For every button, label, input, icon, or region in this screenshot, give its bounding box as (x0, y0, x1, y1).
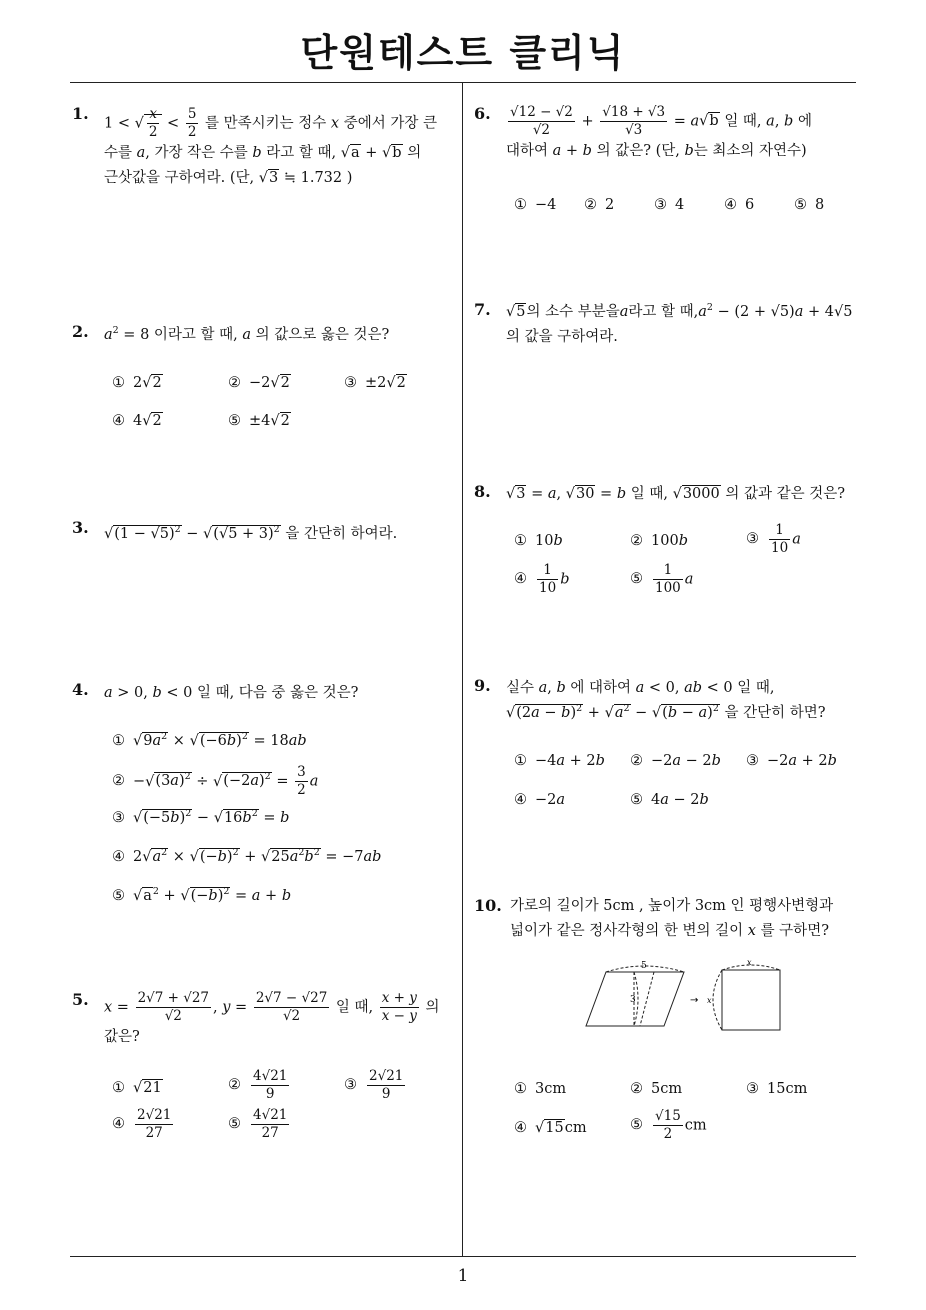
option-4[interactable]: ④ −2a (514, 792, 566, 808)
option-3[interactable]: ③ $√(-5b)^2 - √16b^2 = b$ (112, 808, 290, 826)
option-1[interactable]: ① 10b (514, 533, 563, 549)
option-1[interactable]: ① $√9a^2 \times √(-6b)^2 = 18ab$ (112, 731, 307, 749)
option-2[interactable]: ② −2a − 2b (630, 753, 721, 769)
option-5[interactable]: ⑤ 4a − 2b (630, 792, 709, 808)
question-number: 8. (474, 482, 491, 501)
option-5[interactable]: ⑤ $√a^2 + √(-b)^2 = a + b$ (112, 886, 292, 904)
option-4[interactable]: ④ $2√a^2 \times √(-b)^2 + √25a^2b^2 = -7ab$ (112, 847, 382, 865)
question-number: 9. (474, 676, 491, 695)
question-text: 1 < √ $\frac{x}{2}$ < $\frac{5}{2}$ 를 만족시키는 정수 x 중에서 가장 큰 수를 a, 가장 작은 수를 b 라고 할 때, √a + √b 의 근삿값을 구하여라. (단, √3 ≒ 1.732 ) (104, 106, 437, 187)
option-1[interactable]: ① √21 (112, 1080, 162, 1096)
option-5[interactable]: ⑤ $\frac{1}{100}$ a (630, 562, 694, 596)
option-4[interactable]: ④ 6 (724, 197, 755, 213)
square-side-arc (713, 970, 722, 1030)
bottom-rule (70, 1256, 856, 1257)
question-text: 가로의 길이가 5cm , 높이가 3cm 인 평행사변형과 넓이가 같은 정사각형의 한 변의 길이 x 를 구하면? (510, 898, 834, 940)
option-2[interactable]: ② −2√2 (228, 375, 290, 391)
option-1[interactable]: ① −4 (514, 197, 557, 213)
question-text: x = $\frac{2√7 + √27}{√2}$ , y = $\frac{2√7 - √27}{√2}$ 일 때, $\frac{x + y}{x - y}$ 의 값은? (104, 990, 440, 1045)
page-title: 단원테스트 클리닉 (300, 31, 626, 75)
height-label: 3 (630, 995, 636, 1005)
square-side-label: x (707, 996, 712, 1005)
option-1[interactable]: ① 2√2 (112, 375, 162, 391)
question-number: 7. (474, 300, 491, 319)
question-text: √5의 소수 부분을a라고 할 때$,a^2 - (2 + √5)a + 4√5$ 의 값을 구하여라. (506, 302, 853, 346)
question-number: 1. (72, 104, 89, 123)
option-2[interactable]: ② $-√(3a)^2 \div √(-2a)^2$ = $\frac{3}{2}$ a (112, 764, 319, 798)
option-2[interactable]: ② 2 (584, 197, 615, 213)
option-5[interactable]: ⑤ 8 (794, 197, 825, 213)
option-3[interactable]: ③ $\frac{2√21}{9}$ (344, 1068, 404, 1102)
option-3[interactable]: ③ −2a + 2b (746, 753, 837, 769)
question-text: $a^2 = 8$ 이라고 할 때, a 의 값으로 옳은 것은? (104, 325, 390, 343)
page-number: 1 (457, 1266, 469, 1286)
option-4[interactable]: ④ $\frac{1}{10}$ b (514, 562, 570, 596)
option-2[interactable]: ② $\frac{4√21}{9}$ (228, 1068, 288, 1102)
question-text: $\frac{√12 - √2}{√2}$ + $\frac{√18 + √3}{√3}$ = a√b 일 때, a, b 에 대하여 a + b 의 값은? (단, b는 최소의 자연수) (506, 104, 812, 159)
question-number: 10. (474, 896, 502, 915)
option-1[interactable]: ① 3cm (514, 1081, 567, 1097)
parallelogram-square-figure (584, 958, 784, 1034)
question-number: 5. (72, 990, 89, 1009)
question-text: $√(1 - √5)^2 - √(√5 + 3)^2$ 을 간단히 하여라. (104, 524, 398, 542)
option-3[interactable]: ③ ±2√2 (344, 375, 406, 391)
option-3[interactable]: ③ 15cm (746, 1081, 808, 1097)
arrow-icon: → (690, 995, 699, 1006)
question-text: 실수 a, b 에 대하여 a < 0, ab < 0 일 때, $√(2a - b)^2 + √a^2 - √(b - a)^2$ 을 간단히 하면? (506, 680, 826, 722)
option-4[interactable]: ④ $\frac{2√21}{27}$ (112, 1107, 172, 1141)
question-text: a > 0, b < 0 일 때, 다음 중 옳은 것은? (104, 685, 359, 701)
option-5[interactable]: ⑤ $\frac{4√21}{27}$ (228, 1107, 288, 1141)
option-5[interactable]: ⑤ $\frac{√15}{2}$ cm (630, 1108, 707, 1142)
question-number: 6. (474, 104, 491, 123)
option-5[interactable]: ⑤ ±4√2 (228, 413, 290, 429)
question-number: 3. (72, 518, 89, 537)
option-4[interactable]: ④ 4√2 (112, 413, 162, 429)
square-top-label: x (747, 958, 752, 967)
question-number: 2. (72, 322, 89, 341)
square-shape (722, 970, 780, 1030)
option-4[interactable]: ④ √15cm (514, 1120, 587, 1136)
option-2[interactable]: ② 5cm (630, 1081, 683, 1097)
option-3[interactable]: ③ $\frac{1}{10}$ a (746, 522, 801, 556)
top-rule (70, 82, 856, 83)
column-divider (462, 82, 463, 1257)
base-label: 5 (641, 961, 647, 971)
option-1[interactable]: ① −4a + 2b (514, 753, 605, 769)
question-text: √3 = a, √30 = b 일 때, √3000 의 값과 같은 것은? (506, 486, 845, 502)
option-3[interactable]: ③ 4 (654, 197, 685, 213)
option-2[interactable]: ② 100b (630, 533, 688, 549)
question-number: 4. (72, 680, 89, 699)
cut-line (640, 972, 654, 1026)
